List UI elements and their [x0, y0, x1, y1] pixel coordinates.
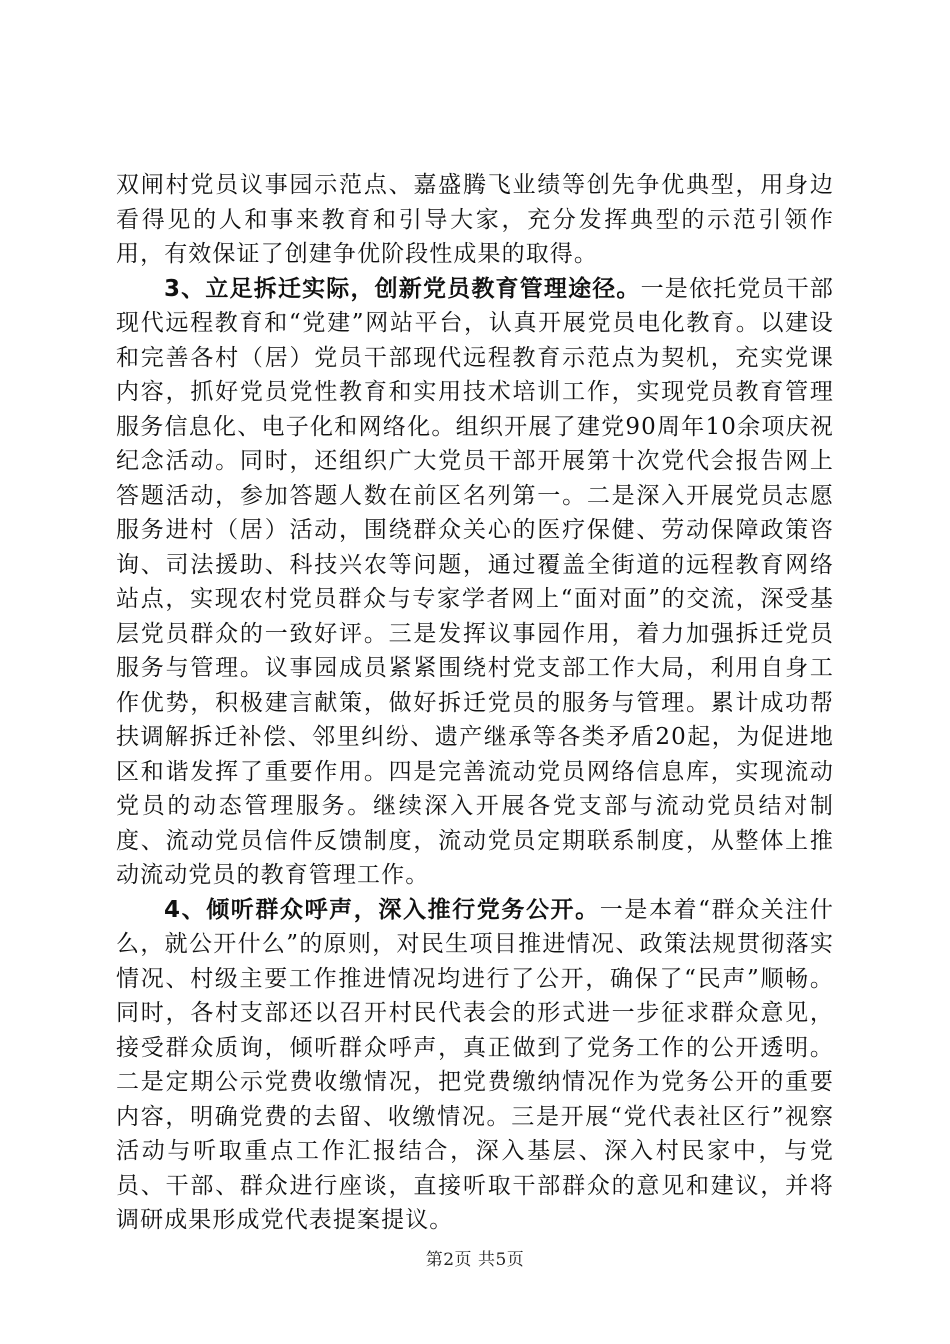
paragraph-text: 一是依托党员干部现代远程教育和“党建”网站平台，认真开展党员电化教育。以建设和完善各村（居）党员干部现代远程教育示范点为契机，充实党课内容，抓好党员党性教育和实用技术培训工作，实现党员教育管理服务信息化、电子化和网络化。组织开展了建党90周年10余项庆祝纪念活动。同时，还组织广大党员干部开展第十次党代会报告网上答题活动，参加答题人数在前区名列第一。二是深入开展党员志愿服务进村（居）活动，围绕群众关心的医疗保健、劳动保障政策咨询、司法援助、科技兴农等问题，通过覆盖全街道的远程教育网络站点，实现农村党员群众与专家学者网上“面对面”的交流，深受基层党员群众的一致好评。三是发挥议事园作用，着力加强拆迁党员服务与管理。议事园成员紧紧围绕村党支部工作大局，利用自身工作优势，积极建言献策，做好拆迁党员的服务与管理。累计成功帮扶调解拆迁补偿、邻里纠纷、遗产继承等各类矛盾20起，为促进地区和谐发挥了重要作用。四是完善流动党员网络信息库，实现流动党员的动态管理服务。继续深入开展各党支部与流动党员结对制度、流动党员信件反馈制度，流动党员定期联系制度，从整体上推动流动党员的教育管理工作。 [116, 275, 834, 888]
paragraph-continuation [116, 168, 834, 272]
paragraph-section-4 [116, 893, 834, 1238]
section-heading-3: 3、立足拆迁实际，创新党员教育管理途径。 [164, 275, 641, 302]
paragraph-text: 一是本着“群众关注什么，就公开什么”的原则，对民生项目推进情况、政策法规贯彻落实情况、村级主要工作推进情况均进行了公开，确保了“民声”顺畅。同时，各村支部还以召开村民代表会的形式进一步征求群众意见，接受群众质询，倾听群众呼声，真正做到了党务工作的公开透明。二是定期公示党费收缴情况，把党费缴纳情况作为党务公开的重要内容，明确党费的去留、收缴情况。三是开展“党代表社区行”视察活动与听取重点工作汇报结合，深入基层、深入村民家中，与党员、干部、群众进行座谈，直接听取干部群众的意见和建议，并将调研成果形成党代表提案提议。 [116, 896, 834, 1233]
paragraph-text: 双闸村党员议事园示范点、嘉盛腾飞业绩等创先争优典型，用身边看得见的人和事来教育和引导大家，充分发挥典型的示范引领作用，有效保证了创建争优阶段性成果的取得。 [116, 172, 834, 267]
paragraph-section-3 [116, 272, 834, 893]
document-body [116, 168, 834, 1238]
page-footer [0, 1245, 950, 1270]
section-heading-4: 4、倾听群众呼声，深入推行党务公开。 [164, 896, 600, 923]
page-number: 第2页 共5页 [425, 1250, 525, 1270]
